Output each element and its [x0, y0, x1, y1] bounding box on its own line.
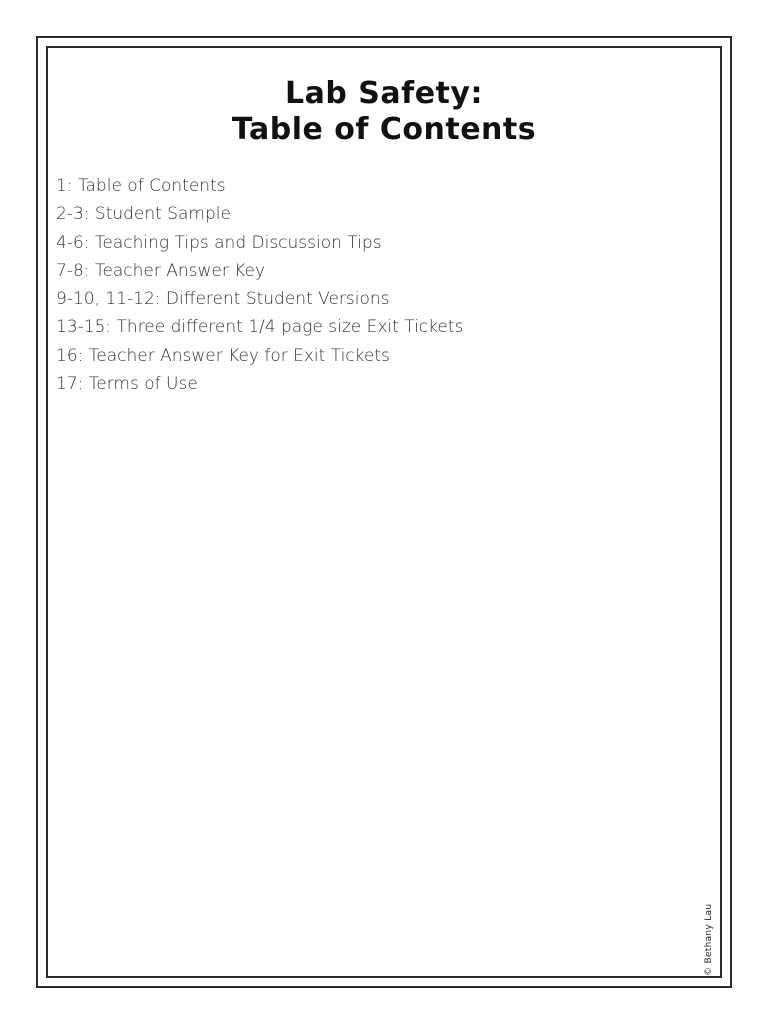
toc-item: 7-8: Teacher Answer Key: [56, 260, 266, 281]
toc-item: 16: Teacher Answer Key for Exit Tickets: [56, 345, 390, 366]
table-of-contents-list: [56, 172, 463, 398]
toc-item: 1: Table of Contents: [56, 176, 226, 196]
page-title: [46, 76, 722, 148]
toc-item: 9-10, 11-12: Different Student Versions: [56, 289, 390, 310]
toc-item: 17: Terms of Use: [56, 374, 198, 395]
toc-item: 4-6: Teaching Tips and Discussion Tips: [56, 232, 382, 253]
title-line-1: Lab Safety:: [285, 76, 483, 112]
toc-item: 13-15: Three different 1/4 page size Exit Tickets: [56, 317, 464, 338]
copyright-notice: © Bethany Lau: [704, 903, 714, 976]
toc-item: 2-3: Student Sample: [56, 204, 231, 225]
title-line-2: Table of Contents: [231, 112, 537, 148]
